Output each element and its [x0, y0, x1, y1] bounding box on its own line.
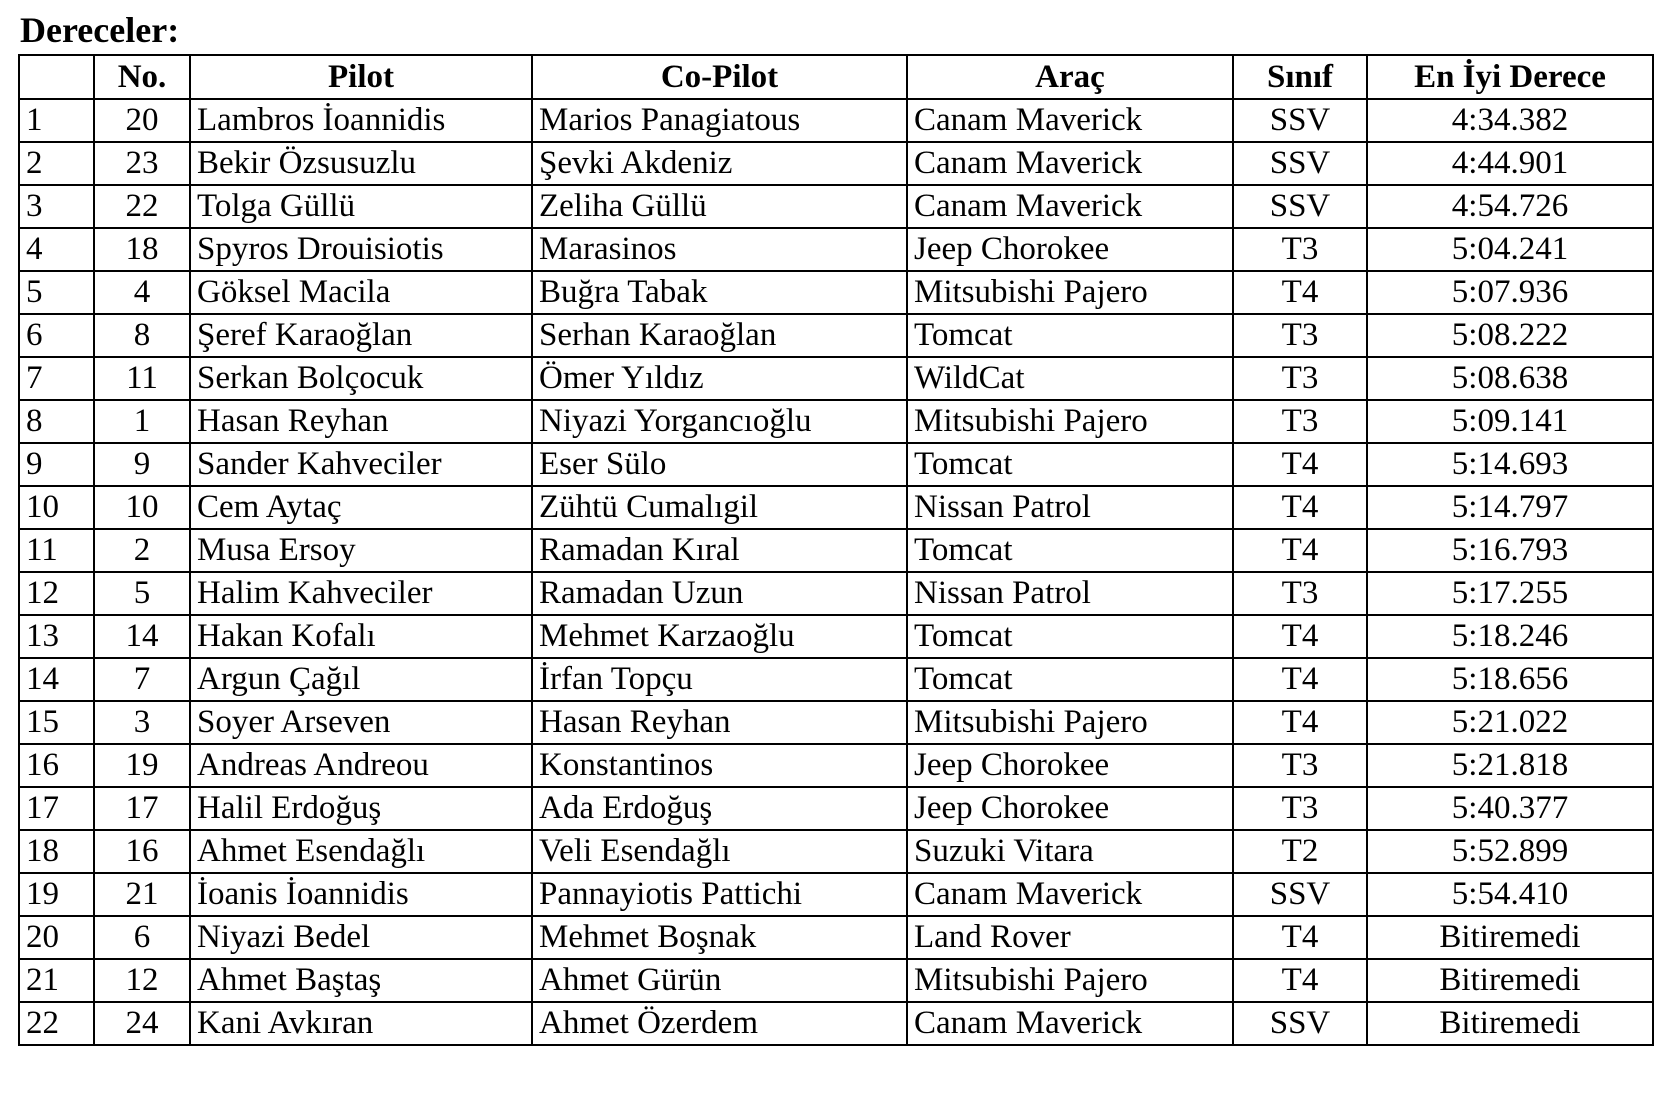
class-cell: T4 — [1233, 658, 1367, 701]
pilot-cell: Soyer Arseven — [190, 701, 532, 744]
car-cell: Canam Maverick — [907, 873, 1233, 916]
car-cell: Canam Maverick — [907, 142, 1233, 185]
table-row — [19, 787, 1653, 830]
copilot-cell: Zeliha Güllü — [532, 185, 907, 228]
pilot-cell: Göksel Macila — [190, 271, 532, 314]
column-header-rank — [19, 55, 94, 99]
table-row — [19, 744, 1653, 787]
table-row — [19, 701, 1653, 744]
pilot-cell: Kani Avkıran — [190, 1002, 532, 1045]
number-cell: 20 — [94, 99, 190, 142]
car-cell: Mitsubishi Pajero — [907, 959, 1233, 1002]
best-time-cell: Bitiremedi — [1367, 1002, 1653, 1045]
copilot-cell: Serhan Karaoğlan — [532, 314, 907, 357]
table-row — [19, 1002, 1653, 1045]
table-row — [19, 443, 1653, 486]
car-cell: Jeep Chorokee — [907, 744, 1233, 787]
rank-cell: 2 — [19, 142, 94, 185]
pilot-cell: Şeref Karaoğlan — [190, 314, 532, 357]
column-header-pilot: Pilot — [190, 55, 532, 99]
pilot-cell: Ahmet Baştaş — [190, 959, 532, 1002]
best-time-cell: 4:54.726 — [1367, 185, 1653, 228]
car-cell: Canam Maverick — [907, 185, 1233, 228]
rank-cell: 16 — [19, 744, 94, 787]
pilot-cell: Bekir Özsusuzlu — [190, 142, 532, 185]
rank-cell: 19 — [19, 873, 94, 916]
class-cell: T3 — [1233, 787, 1367, 830]
number-cell: 8 — [94, 314, 190, 357]
table-row — [19, 486, 1653, 529]
table-row — [19, 99, 1653, 142]
rank-cell: 13 — [19, 615, 94, 658]
pilot-cell: Argun Çağıl — [190, 658, 532, 701]
pilot-cell: Cem Aytaç — [190, 486, 532, 529]
column-header-best-time: En İyi Derece — [1367, 55, 1653, 99]
pilot-cell: İoanis İoannidis — [190, 873, 532, 916]
column-header-no: No. — [94, 55, 190, 99]
number-cell: 11 — [94, 357, 190, 400]
class-cell: SSV — [1233, 1002, 1367, 1045]
copilot-cell: Hasan Reyhan — [532, 701, 907, 744]
copilot-cell: Ahmet Özerdem — [532, 1002, 907, 1045]
number-cell: 21 — [94, 873, 190, 916]
class-cell: T4 — [1233, 959, 1367, 1002]
best-time-cell: Bitiremedi — [1367, 916, 1653, 959]
table-row — [19, 400, 1653, 443]
rank-cell: 20 — [19, 916, 94, 959]
class-cell: SSV — [1233, 185, 1367, 228]
number-cell: 19 — [94, 744, 190, 787]
best-time-cell: 5:07.936 — [1367, 271, 1653, 314]
column-header-class: Sınıf — [1233, 55, 1367, 99]
class-cell: SSV — [1233, 99, 1367, 142]
copilot-cell: Marasinos — [532, 228, 907, 271]
copilot-cell: Ahmet Gürün — [532, 959, 907, 1002]
best-time-cell: 4:34.382 — [1367, 99, 1653, 142]
table-row — [19, 572, 1653, 615]
car-cell: Canam Maverick — [907, 1002, 1233, 1045]
rank-cell: 6 — [19, 314, 94, 357]
class-cell: SSV — [1233, 873, 1367, 916]
table-row — [19, 314, 1653, 357]
class-cell: T4 — [1233, 916, 1367, 959]
number-cell: 10 — [94, 486, 190, 529]
best-time-cell: 5:52.899 — [1367, 830, 1653, 873]
table-row — [19, 873, 1653, 916]
table-row — [19, 830, 1653, 873]
table-row — [19, 271, 1653, 314]
number-cell: 9 — [94, 443, 190, 486]
number-cell: 1 — [94, 400, 190, 443]
rank-cell: 15 — [19, 701, 94, 744]
best-time-cell: 5:18.656 — [1367, 658, 1653, 701]
best-time-cell: 5:17.255 — [1367, 572, 1653, 615]
pilot-cell: Hasan Reyhan — [190, 400, 532, 443]
best-time-cell: 5:21.818 — [1367, 744, 1653, 787]
class-cell: SSV — [1233, 142, 1367, 185]
copilot-cell: Zühtü Cumalıgil — [532, 486, 907, 529]
rank-cell: 18 — [19, 830, 94, 873]
column-header-copilot: Co-Pilot — [532, 55, 907, 99]
rank-cell: 3 — [19, 185, 94, 228]
pilot-cell: Serkan Bolçocuk — [190, 357, 532, 400]
class-cell: T3 — [1233, 228, 1367, 271]
car-cell: Mitsubishi Pajero — [907, 400, 1233, 443]
rank-cell: 4 — [19, 228, 94, 271]
car-cell: Jeep Chorokee — [907, 787, 1233, 830]
pilot-cell: Musa Ersoy — [190, 529, 532, 572]
car-cell: Tomcat — [907, 658, 1233, 701]
car-cell: Nissan Patrol — [907, 572, 1233, 615]
copilot-cell: Mehmet Boşnak — [532, 916, 907, 959]
class-cell: T4 — [1233, 701, 1367, 744]
copilot-cell: Veli Esendağlı — [532, 830, 907, 873]
rank-cell: 1 — [19, 99, 94, 142]
best-time-cell: 5:08.638 — [1367, 357, 1653, 400]
pilot-cell: Andreas Andreou — [190, 744, 532, 787]
table-row — [19, 658, 1653, 701]
best-time-cell: 5:21.022 — [1367, 701, 1653, 744]
best-time-cell: 5:14.797 — [1367, 486, 1653, 529]
class-cell: T4 — [1233, 486, 1367, 529]
copilot-cell: Ömer Yıldız — [532, 357, 907, 400]
number-cell: 6 — [94, 916, 190, 959]
copilot-cell: Ramadan Uzun — [532, 572, 907, 615]
best-time-cell: 5:18.246 — [1367, 615, 1653, 658]
car-cell: Jeep Chorokee — [907, 228, 1233, 271]
copilot-cell: Niyazi Yorgancıoğlu — [532, 400, 907, 443]
rank-cell: 12 — [19, 572, 94, 615]
class-cell: T4 — [1233, 615, 1367, 658]
rank-cell: 14 — [19, 658, 94, 701]
car-cell: Mitsubishi Pajero — [907, 701, 1233, 744]
pilot-cell: Tolga Güllü — [190, 185, 532, 228]
car-cell: Land Rover — [907, 916, 1233, 959]
pilot-cell: Halil Erdoğuş — [190, 787, 532, 830]
page-heading: Dereceler: — [20, 10, 180, 50]
rank-cell: 22 — [19, 1002, 94, 1045]
number-cell: 7 — [94, 658, 190, 701]
car-cell: Suzuki Vitara — [907, 830, 1233, 873]
copilot-cell: Şevki Akdeniz — [532, 142, 907, 185]
best-time-cell: 5:16.793 — [1367, 529, 1653, 572]
copilot-cell: Ramadan Kıral — [532, 529, 907, 572]
copilot-cell: Marios Panagiatous — [532, 99, 907, 142]
number-cell: 3 — [94, 701, 190, 744]
copilot-cell: Eser Sülo — [532, 443, 907, 486]
rank-cell: 11 — [19, 529, 94, 572]
rank-cell: 17 — [19, 787, 94, 830]
class-cell: T3 — [1233, 357, 1367, 400]
number-cell: 16 — [94, 830, 190, 873]
class-cell: T3 — [1233, 400, 1367, 443]
copilot-cell: Buğra Tabak — [532, 271, 907, 314]
car-cell: Canam Maverick — [907, 99, 1233, 142]
number-cell: 14 — [94, 615, 190, 658]
class-cell: T3 — [1233, 572, 1367, 615]
best-time-cell: 5:08.222 — [1367, 314, 1653, 357]
rank-cell: 7 — [19, 357, 94, 400]
car-cell: Tomcat — [907, 443, 1233, 486]
table-row — [19, 228, 1653, 271]
best-time-cell: 5:04.241 — [1367, 228, 1653, 271]
table-row — [19, 142, 1653, 185]
class-cell: T4 — [1233, 271, 1367, 314]
car-cell: Nissan Patrol — [907, 486, 1233, 529]
pilot-cell: Lambros İoannidis — [190, 99, 532, 142]
car-cell: Mitsubishi Pajero — [907, 271, 1233, 314]
table-row — [19, 185, 1653, 228]
rank-cell: 10 — [19, 486, 94, 529]
pilot-cell: Ahmet Esendağlı — [190, 830, 532, 873]
best-time-cell: 5:40.377 — [1367, 787, 1653, 830]
rank-cell: 8 — [19, 400, 94, 443]
copilot-cell: İrfan Topçu — [532, 658, 907, 701]
class-cell: T3 — [1233, 744, 1367, 787]
table-row — [19, 615, 1653, 658]
car-cell: WildCat — [907, 357, 1233, 400]
number-cell: 23 — [94, 142, 190, 185]
column-header-car: Araç — [907, 55, 1233, 99]
pilot-cell: Spyros Drouisiotis — [190, 228, 532, 271]
number-cell: 12 — [94, 959, 190, 1002]
copilot-cell: Mehmet Karzaoğlu — [532, 615, 907, 658]
best-time-cell: 4:44.901 — [1367, 142, 1653, 185]
car-cell: Tomcat — [907, 314, 1233, 357]
class-cell: T3 — [1233, 314, 1367, 357]
pilot-cell: Hakan Kofalı — [190, 615, 532, 658]
table-row — [19, 916, 1653, 959]
rank-cell: 5 — [19, 271, 94, 314]
header-row — [19, 55, 1653, 99]
number-cell: 5 — [94, 572, 190, 615]
rank-cell: 21 — [19, 959, 94, 1002]
class-cell: T4 — [1233, 443, 1367, 486]
car-cell: Tomcat — [907, 529, 1233, 572]
best-time-cell: 5:14.693 — [1367, 443, 1653, 486]
copilot-cell: Konstantinos — [532, 744, 907, 787]
copilot-cell: Pannayiotis Pattichi — [532, 873, 907, 916]
best-time-cell: 5:54.410 — [1367, 873, 1653, 916]
best-time-cell: Bitiremedi — [1367, 959, 1653, 1002]
number-cell: 2 — [94, 529, 190, 572]
table-row — [19, 529, 1653, 572]
table-row — [19, 357, 1653, 400]
pilot-cell: Halim Kahveciler — [190, 572, 532, 615]
number-cell: 18 — [94, 228, 190, 271]
copilot-cell: Ada Erdoğuş — [532, 787, 907, 830]
pilot-cell: Niyazi Bedel — [190, 916, 532, 959]
pilot-cell: Sander Kahveciler — [190, 443, 532, 486]
number-cell: 4 — [94, 271, 190, 314]
table-body — [19, 99, 1653, 1045]
car-cell: Tomcat — [907, 615, 1233, 658]
number-cell: 24 — [94, 1002, 190, 1045]
results-table — [18, 54, 1654, 1046]
best-time-cell: 5:09.141 — [1367, 400, 1653, 443]
number-cell: 17 — [94, 787, 190, 830]
number-cell: 22 — [94, 185, 190, 228]
rank-cell: 9 — [19, 443, 94, 486]
class-cell: T4 — [1233, 529, 1367, 572]
class-cell: T2 — [1233, 830, 1367, 873]
table-row — [19, 959, 1653, 1002]
